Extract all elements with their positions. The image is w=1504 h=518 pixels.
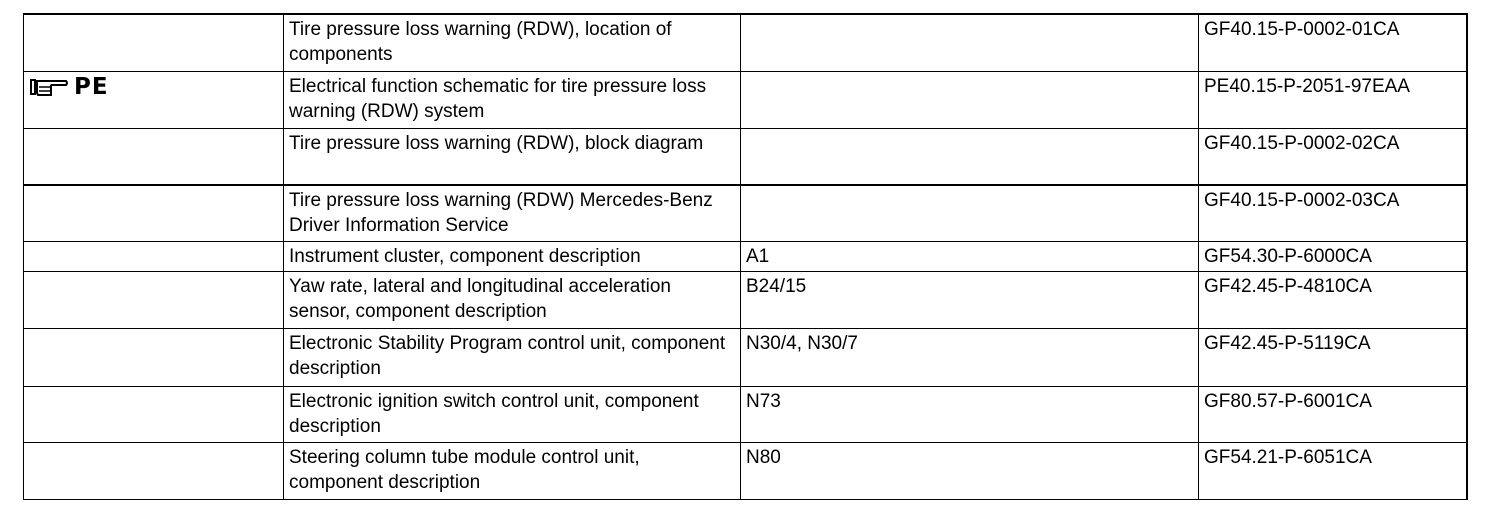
marker-cell	[24, 71, 284, 128]
title-cell: Yaw rate, lateral and longitudinal acceleration sensor, component description	[284, 271, 741, 328]
marker-cell	[24, 442, 284, 499]
document-number-cell: GF54.30-P-6000CA	[1199, 241, 1467, 271]
component-code-cell: N80	[741, 442, 1199, 499]
table-row	[24, 14, 1467, 71]
pe-marker[interactable]	[29, 75, 109, 100]
marker-cell	[24, 185, 284, 241]
document-number-cell: GF54.21-P-6051CA	[1199, 442, 1467, 499]
title-cell: Tire pressure loss warning (RDW), location of components	[284, 14, 741, 71]
title-cell: Electrical function schematic for tire pressure loss warning (RDW) system	[284, 71, 741, 128]
component-code-cell: N73	[741, 386, 1199, 442]
pointing-hand-icon	[29, 76, 69, 98]
title-cell: Electronic ignition switch control unit, component description	[284, 386, 741, 442]
marker-cell	[24, 241, 284, 271]
marker-cell	[24, 386, 284, 442]
table-row	[24, 386, 1467, 442]
document-number-cell: GF42.45-P-4810CA	[1199, 271, 1467, 328]
component-code-cell	[741, 128, 1199, 185]
document-reference-table	[23, 13, 1468, 500]
table-row	[24, 442, 1467, 499]
marker-cell	[24, 328, 284, 386]
document-number-cell: GF80.57-P-6001CA	[1199, 386, 1467, 442]
table-row	[24, 128, 1467, 185]
title-cell: Instrument cluster, component description	[284, 241, 741, 271]
table-row	[24, 271, 1467, 328]
marker-cell	[24, 128, 284, 185]
component-code-cell: B24/15	[741, 271, 1199, 328]
table-row	[24, 328, 1467, 386]
title-cell: Tire pressure loss warning (RDW), block diagram	[284, 128, 741, 185]
component-code-cell	[741, 185, 1199, 241]
document-number-cell: GF40.15-P-0002-02CA	[1199, 128, 1467, 185]
table-row	[24, 185, 1467, 241]
table-row	[24, 241, 1467, 271]
component-code-cell	[741, 14, 1199, 71]
title-cell: Steering column tube module control unit, component description	[284, 442, 741, 499]
component-code-cell: A1	[741, 241, 1199, 271]
document-number-cell: GF42.45-P-5119CA	[1199, 328, 1467, 386]
component-code-cell: N30/4, N30/7	[741, 328, 1199, 386]
title-cell: Electronic Stability Program control unit, component description	[284, 328, 741, 386]
marker-cell	[24, 271, 284, 328]
table-row	[24, 71, 1467, 128]
pe-label: PE	[74, 73, 109, 100]
component-code-cell	[741, 71, 1199, 128]
document-number-cell: GF40.15-P-0002-03CA	[1199, 185, 1467, 241]
title-cell: Tire pressure loss warning (RDW) Mercedes-Benz Driver Information Service	[284, 185, 741, 241]
document-number-cell: GF40.15-P-0002-01CA	[1199, 14, 1467, 71]
marker-cell	[24, 14, 284, 71]
document-number-cell: PE40.15-P-2051-97EAA	[1199, 71, 1467, 128]
